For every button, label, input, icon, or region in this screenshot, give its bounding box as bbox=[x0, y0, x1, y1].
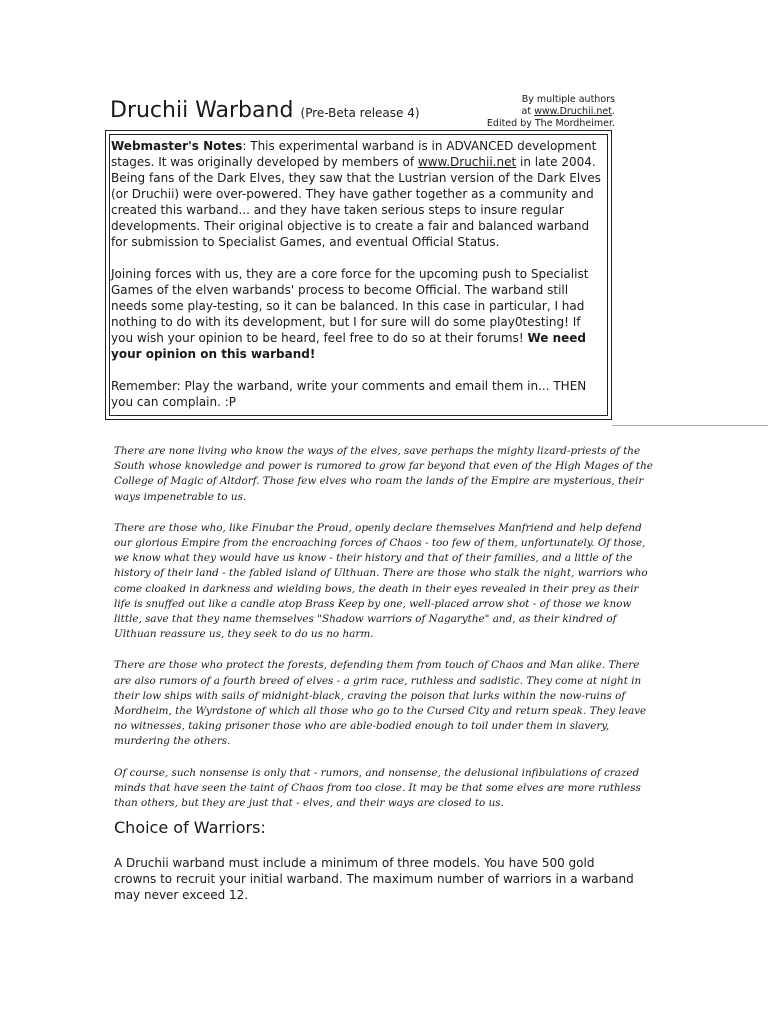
notes-label: Webmaster's Notes bbox=[111, 139, 243, 153]
lore-paragraph-2: There are those who, like Finubar the Proud, openly declare themselves Manfriend and help defend our glorious Empire from the encroaching forces of Chaos - too few of them, unfortunately. Of those, we know what they would have us know - their history and that of their families, and a little of the history of their land - the fabled island of Ulthuan. There are those who stalk the night, warriors who come cloaked in darkness and wielding bows, the death in their eyes revealed in their prey as their life is snuffed out like a candle atop Brass Keep by one, well-placed arrow shot - of those we know little, save that they name themselves "Shadow warriors of Nagarythe" and, as their kindred of Ulthuan reassure us, they seek to do us no harm. bbox=[114, 521, 648, 641]
authors-site-suffix: . bbox=[611, 106, 615, 117]
notes-text-c: Joining forces with us, they are a core force for the upcoming push to Specialist Games of the elven warbands' process to become Official. The warband still needs some play-testing, so it can be balanced. In this case in particular, I had nothing to do with its development, but I for sure will do some play0testing! If you wish your opinion to be heard, feel free to do so at their forums! bbox=[111, 267, 589, 345]
authors-site-prefix: at bbox=[521, 106, 535, 117]
webmaster-notes-content bbox=[109, 134, 608, 416]
lore-paragraph-1: There are none living who know the ways of the elves, save perhaps the mighty lizard-priests of the South whose knowledge and power is rumored to grow far beyond that even of the High Mages of the College of Magic of Altdorf. Those few elves who roam the lands of the Empire are mysterious, their ways impenetrable to us. bbox=[114, 445, 653, 503]
webmaster-notes-box bbox=[105, 130, 612, 420]
lore-paragraph-4: Of course, such nonsense is only that - rumors, and nonsense, the delusional infibulations of crazed minds that have seen the taint of Chaos from too close. It may be that some elves are more ruthless than others, but they are just that - elves, and their ways are closed to us. bbox=[114, 766, 641, 810]
horizontal-rule bbox=[612, 425, 768, 426]
authors-line: By multiple authors bbox=[521, 94, 615, 105]
authors-block bbox=[487, 94, 615, 130]
notes-paragraph-1 bbox=[111, 138, 606, 250]
title-main: Druchii Warband bbox=[110, 98, 294, 123]
notes-paragraph-2 bbox=[111, 266, 606, 362]
notes-text-b: in late 2004. Being fans of the Dark Elves, they saw that the Lustrian version of the Dark Elves (or Druchii) were over-powered. They have gather together as a community and created this warband... and they have taken serious steps to insure regular developments. Their original objective is to create a fair and balanced warband for submission to Specialist Games, and eventual Official Status. bbox=[111, 155, 601, 249]
lore-section bbox=[114, 444, 654, 827]
druchii-link[interactable]: www.Druchii.net bbox=[534, 106, 612, 117]
section-body: A Druchii warband must include a minimum of three models. You have 500 gold crowns to recruit your initial warband. The maximum number of warriors in a warband may never exceed 12. bbox=[114, 856, 634, 902]
lore-paragraph-3: There are those who protect the forests, defending them from touch of Chaos and Man alike. There are also rumors of a fourth breed of elves - a grim race, ruthless and sadistic. They come at night in their low ships with sails of midnight-black, craving the poison that lurks within the now-ruins of Mordheim, the Wyrdstone of which all those who go to the Cursed City and return speak. They leave no witnesses, taking prisoner those who are able-bodied enough to toil under them in slavery, murdering the others. bbox=[114, 659, 647, 748]
document-title bbox=[110, 98, 420, 123]
editor-line: Edited by The Mordheimer. bbox=[486, 118, 615, 129]
title-subtitle: (Pre-Beta release 4) bbox=[300, 106, 420, 120]
section-heading: Choice of Warriors: bbox=[114, 818, 266, 837]
notes-druchii-link[interactable]: www.Druchii.net bbox=[417, 155, 517, 169]
authors-site-line bbox=[487, 106, 615, 118]
notes-callout: We need your opinion on this warband! bbox=[111, 331, 586, 361]
notes-paragraph-3: Remember: Play the warband, write your comments and email them in... THEN you can complain. :P bbox=[111, 379, 587, 409]
notes-text-a: : This experimental warband is in ADVANCED development stages. It was originally developed by members of bbox=[111, 139, 597, 169]
